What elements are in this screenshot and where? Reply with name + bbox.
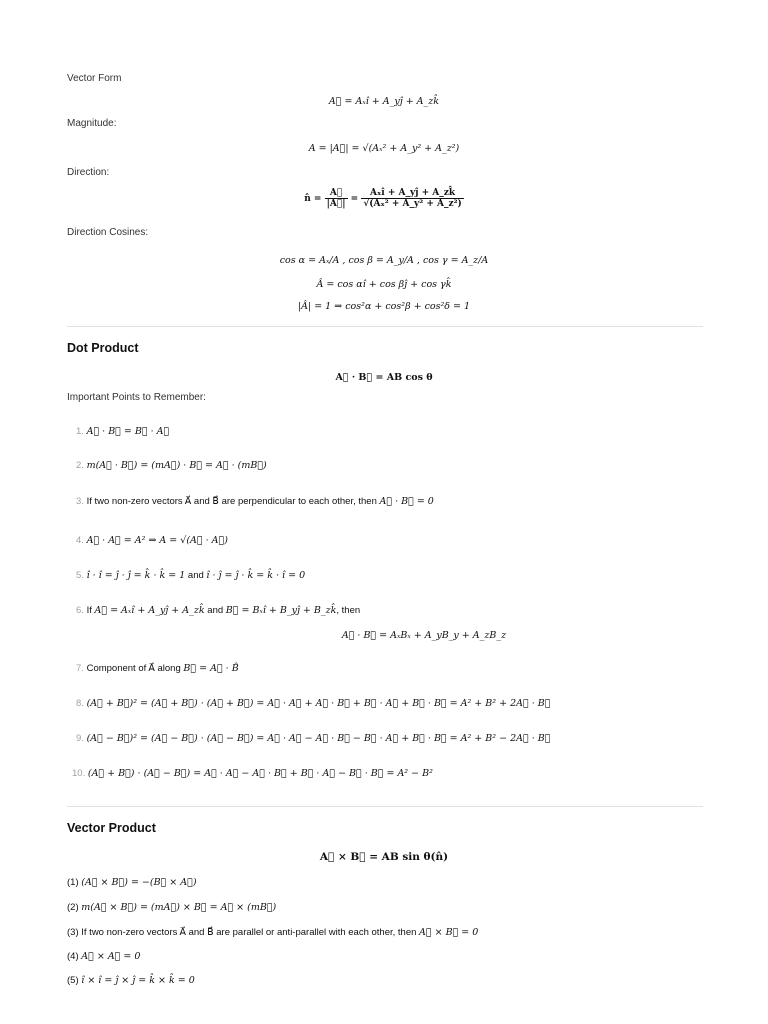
list-item-number: (4) <box>67 951 79 962</box>
list-item-math: A⃗ × A⃗ = 0 <box>81 951 141 962</box>
list-item <box>76 535 228 546</box>
list-item-number: 3. <box>76 496 84 507</box>
direction-frac2 <box>361 188 463 209</box>
direction-frac2-den: √(Aₓ² + A_y² + A_z²) <box>363 199 462 209</box>
direction-cosines-label: Direction Cosines: <box>67 227 149 238</box>
list-item <box>76 570 305 581</box>
vector-form-equation: A⃗ = Aₓî + A_yĵ + A_zk̂ <box>328 96 440 107</box>
direction-eq-sign: = <box>350 194 359 204</box>
list-item <box>67 927 478 938</box>
list-item <box>67 975 195 986</box>
direction-cosines-eq2: Â = cos αî + cos βĵ + cos γk̂ <box>316 279 452 290</box>
list-item <box>76 733 550 744</box>
list-item-math: (A⃗ − B⃗)² = (A⃗ − B⃗) · (A⃗ − B⃗) = A⃗ · A⃗ − A⃗ · B⃗ − B⃗ · A⃗ + B⃗ · B⃗ = A² + B² − 2A⃗ · B⃗ <box>86 733 551 744</box>
list-item-math: î · î = ĵ · ĵ = k̂ · k̂ = 1 <box>86 570 186 581</box>
list-item-number: 7. <box>76 663 84 674</box>
list-item-math: A⃗ · A⃗ = A² ⇒ A = √(A⃗ · A⃗) <box>86 535 228 546</box>
list-item-number: (2) <box>67 902 79 913</box>
dot-product-formula: A⃗ · B⃗ = AB cos θ <box>335 372 433 383</box>
section-divider <box>67 806 703 807</box>
magnitude-label: Magnitude: <box>67 118 117 129</box>
vector-form-label: Vector Form <box>67 73 122 84</box>
direction-label: Direction: <box>67 167 110 178</box>
list-item-number: 9. <box>76 733 84 744</box>
list-item-number: 1. <box>76 426 84 437</box>
list-item <box>72 768 433 779</box>
list-item-text: and <box>204 605 226 616</box>
list-item-text: and <box>185 570 207 581</box>
list-item <box>76 426 169 437</box>
list-item-math: B⃗ = Bₓî + B_yĵ + B_zk̂ <box>225 605 337 616</box>
list-item-math: B⃗ = A⃗ · B̂ <box>183 663 239 674</box>
list-item-math: A⃗ · B⃗ = B⃗ · A⃗ <box>86 426 170 437</box>
list-item-number: 8. <box>76 698 84 709</box>
points-label: Important Points to Remember: <box>67 392 206 403</box>
direction-frac1 <box>325 188 348 209</box>
list-item-math: (A⃗ × B⃗) = −(B⃗ × A⃗) <box>81 877 197 888</box>
list-item-number: (5) <box>67 975 79 986</box>
direction-frac1-den: |A⃗| <box>326 199 346 209</box>
section-divider <box>67 326 703 327</box>
list-item <box>67 902 276 913</box>
dot-product-heading: Dot Product <box>67 341 139 355</box>
list-item-text: If <box>86 605 95 616</box>
list-item <box>76 496 434 507</box>
vector-product-heading: Vector Product <box>67 821 156 835</box>
list-item <box>76 460 267 471</box>
list-item <box>67 877 197 888</box>
list-item-text: If two non-zero vectors A⃗ and B⃗ are parallel or anti-parallel with each other, then <box>81 927 420 938</box>
direction-cosines-eq1: cos α = Aₓ/A , cos β = A_y/A , cos γ = A_z/A <box>279 255 489 266</box>
list-item-number: 2. <box>76 460 84 471</box>
direction-lhs: n̂ = <box>304 194 322 204</box>
list-item-number: 4. <box>76 535 84 546</box>
direction-frac2-num: Aₓî + A_yĵ + A_zk̂ <box>361 188 463 199</box>
list-item-math: A⃗ = Aₓî + A_yĵ + A_zk̂ <box>94 605 205 616</box>
list-item-math: î × î = ĵ × ĵ = k̂ × k̂ = 0 <box>81 975 195 986</box>
list-item <box>76 698 550 709</box>
list-item-text: Component of A⃗ along <box>86 663 184 674</box>
list-item <box>67 951 140 962</box>
list-item-math: (A⃗ + B⃗)² = (A⃗ + B⃗) · (A⃗ + B⃗) = A⃗ · A⃗ + A⃗ · B⃗ + B⃗ · A⃗ + B⃗ · B⃗ = A² + B² + 2A⃗ · B⃗ <box>86 698 551 709</box>
list-item-math: î · ĵ = ĵ · k̂ = k̂ · î = 0 <box>206 570 306 581</box>
magnitude-equation: A = |A⃗| = √(Aₓ² + A_y² + A_z²) <box>308 143 460 154</box>
list-item <box>76 663 239 674</box>
list-item-number: 10. <box>72 768 86 779</box>
direction-frac1-num: A⃗ <box>325 188 348 199</box>
list-item-math: A⃗ · B⃗ = 0 <box>379 496 434 507</box>
direction-cosines-eq3: |Â| = 1 ⇒ cos²α + cos²β + cos²δ = 1 <box>297 301 471 312</box>
list-item-math: m(A⃗ × B⃗) = (mA⃗) × B⃗ = A⃗ × (mB⃗) <box>81 902 277 913</box>
direction-equation <box>0 188 768 209</box>
list-item-math: m(A⃗ · B⃗) = (mA⃗) · B⃗ = A⃗ · (mB⃗) <box>86 460 267 471</box>
list-item-text: If two non-zero vectors A⃗ and B⃗ are perpendicular to each other, then <box>86 496 380 507</box>
list-item-math: A⃗ × B⃗ = 0 <box>419 927 479 938</box>
list-item-number: (3) <box>67 927 79 938</box>
list-item-number: (1) <box>67 877 79 888</box>
list-item-text: , then <box>336 605 361 616</box>
vector-product-formula: A⃗ × B⃗ = AB sin θ(n̂) <box>319 851 449 863</box>
list-item <box>76 605 360 616</box>
list-item-number: 5. <box>76 570 84 581</box>
list-item-math: (A⃗ + B⃗) · (A⃗ − B⃗) = A⃗ · A⃗ − A⃗ · B⃗ + B⃗ · A⃗ − B⃗ · B⃗ = A² − B² <box>87 768 433 779</box>
item6-result-equation: A⃗ · B⃗ = AₓBₓ + A_yB_y + A_zB_z <box>341 630 507 641</box>
list-item-number: 6. <box>76 605 84 616</box>
